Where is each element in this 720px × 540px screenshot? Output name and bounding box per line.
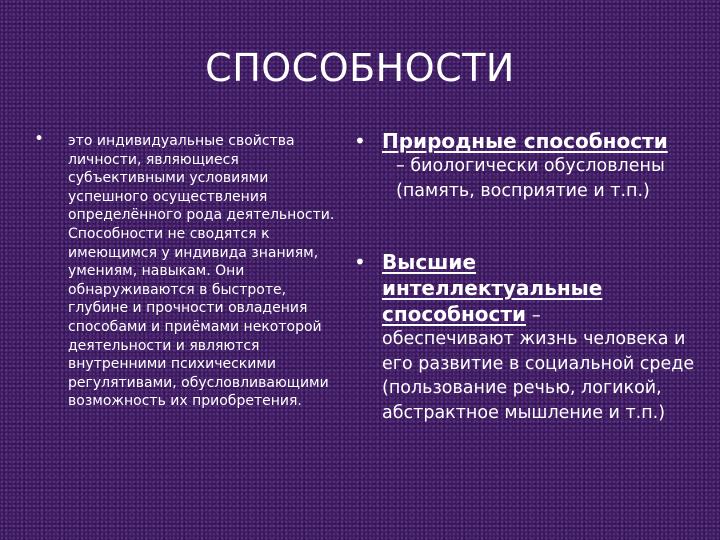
item-dash: –: [526, 305, 541, 326]
bullet-icon: •: [34, 129, 45, 149]
definition-text: это индивидуальные свойства личности, являющиеся субъективными условиями успешного осуществления определённого рода деятельности. Способности не сводятся к имеющимся у индивида знаниям, умениям, навыкам. Они обнаруживаются в быстроте, глубине и прочности овладения способами и приёмами некоторой деятельности и являются внутренними психическими регулятивами, обусловливающими возможность их приобретения.: [68, 133, 335, 410]
list-item-higher: [354, 249, 704, 425]
item-description: – биологически обусловлены (память, восприятие и т.п.): [396, 156, 665, 201]
left-column: [34, 129, 344, 411]
item-heading: Природные способности: [382, 129, 668, 153]
slide-title-text: СПОСОБНОСТИ: [205, 46, 515, 90]
item-heading-line: Высшие: [382, 250, 477, 274]
list-item-natural: [354, 128, 704, 203]
item-heading-line: способности: [382, 302, 526, 326]
slide-title: [0, 46, 720, 90]
item-description: обеспечивают жизнь человека и его развитие в социальной среде (пользование речью, логикой, абстрактное мышление и т.п.): [382, 329, 695, 423]
bullet-icon: •: [354, 250, 366, 274]
bullet-icon: •: [354, 129, 366, 153]
right-column: [354, 128, 704, 425]
item-heading-line: интеллектуальные: [382, 276, 603, 300]
